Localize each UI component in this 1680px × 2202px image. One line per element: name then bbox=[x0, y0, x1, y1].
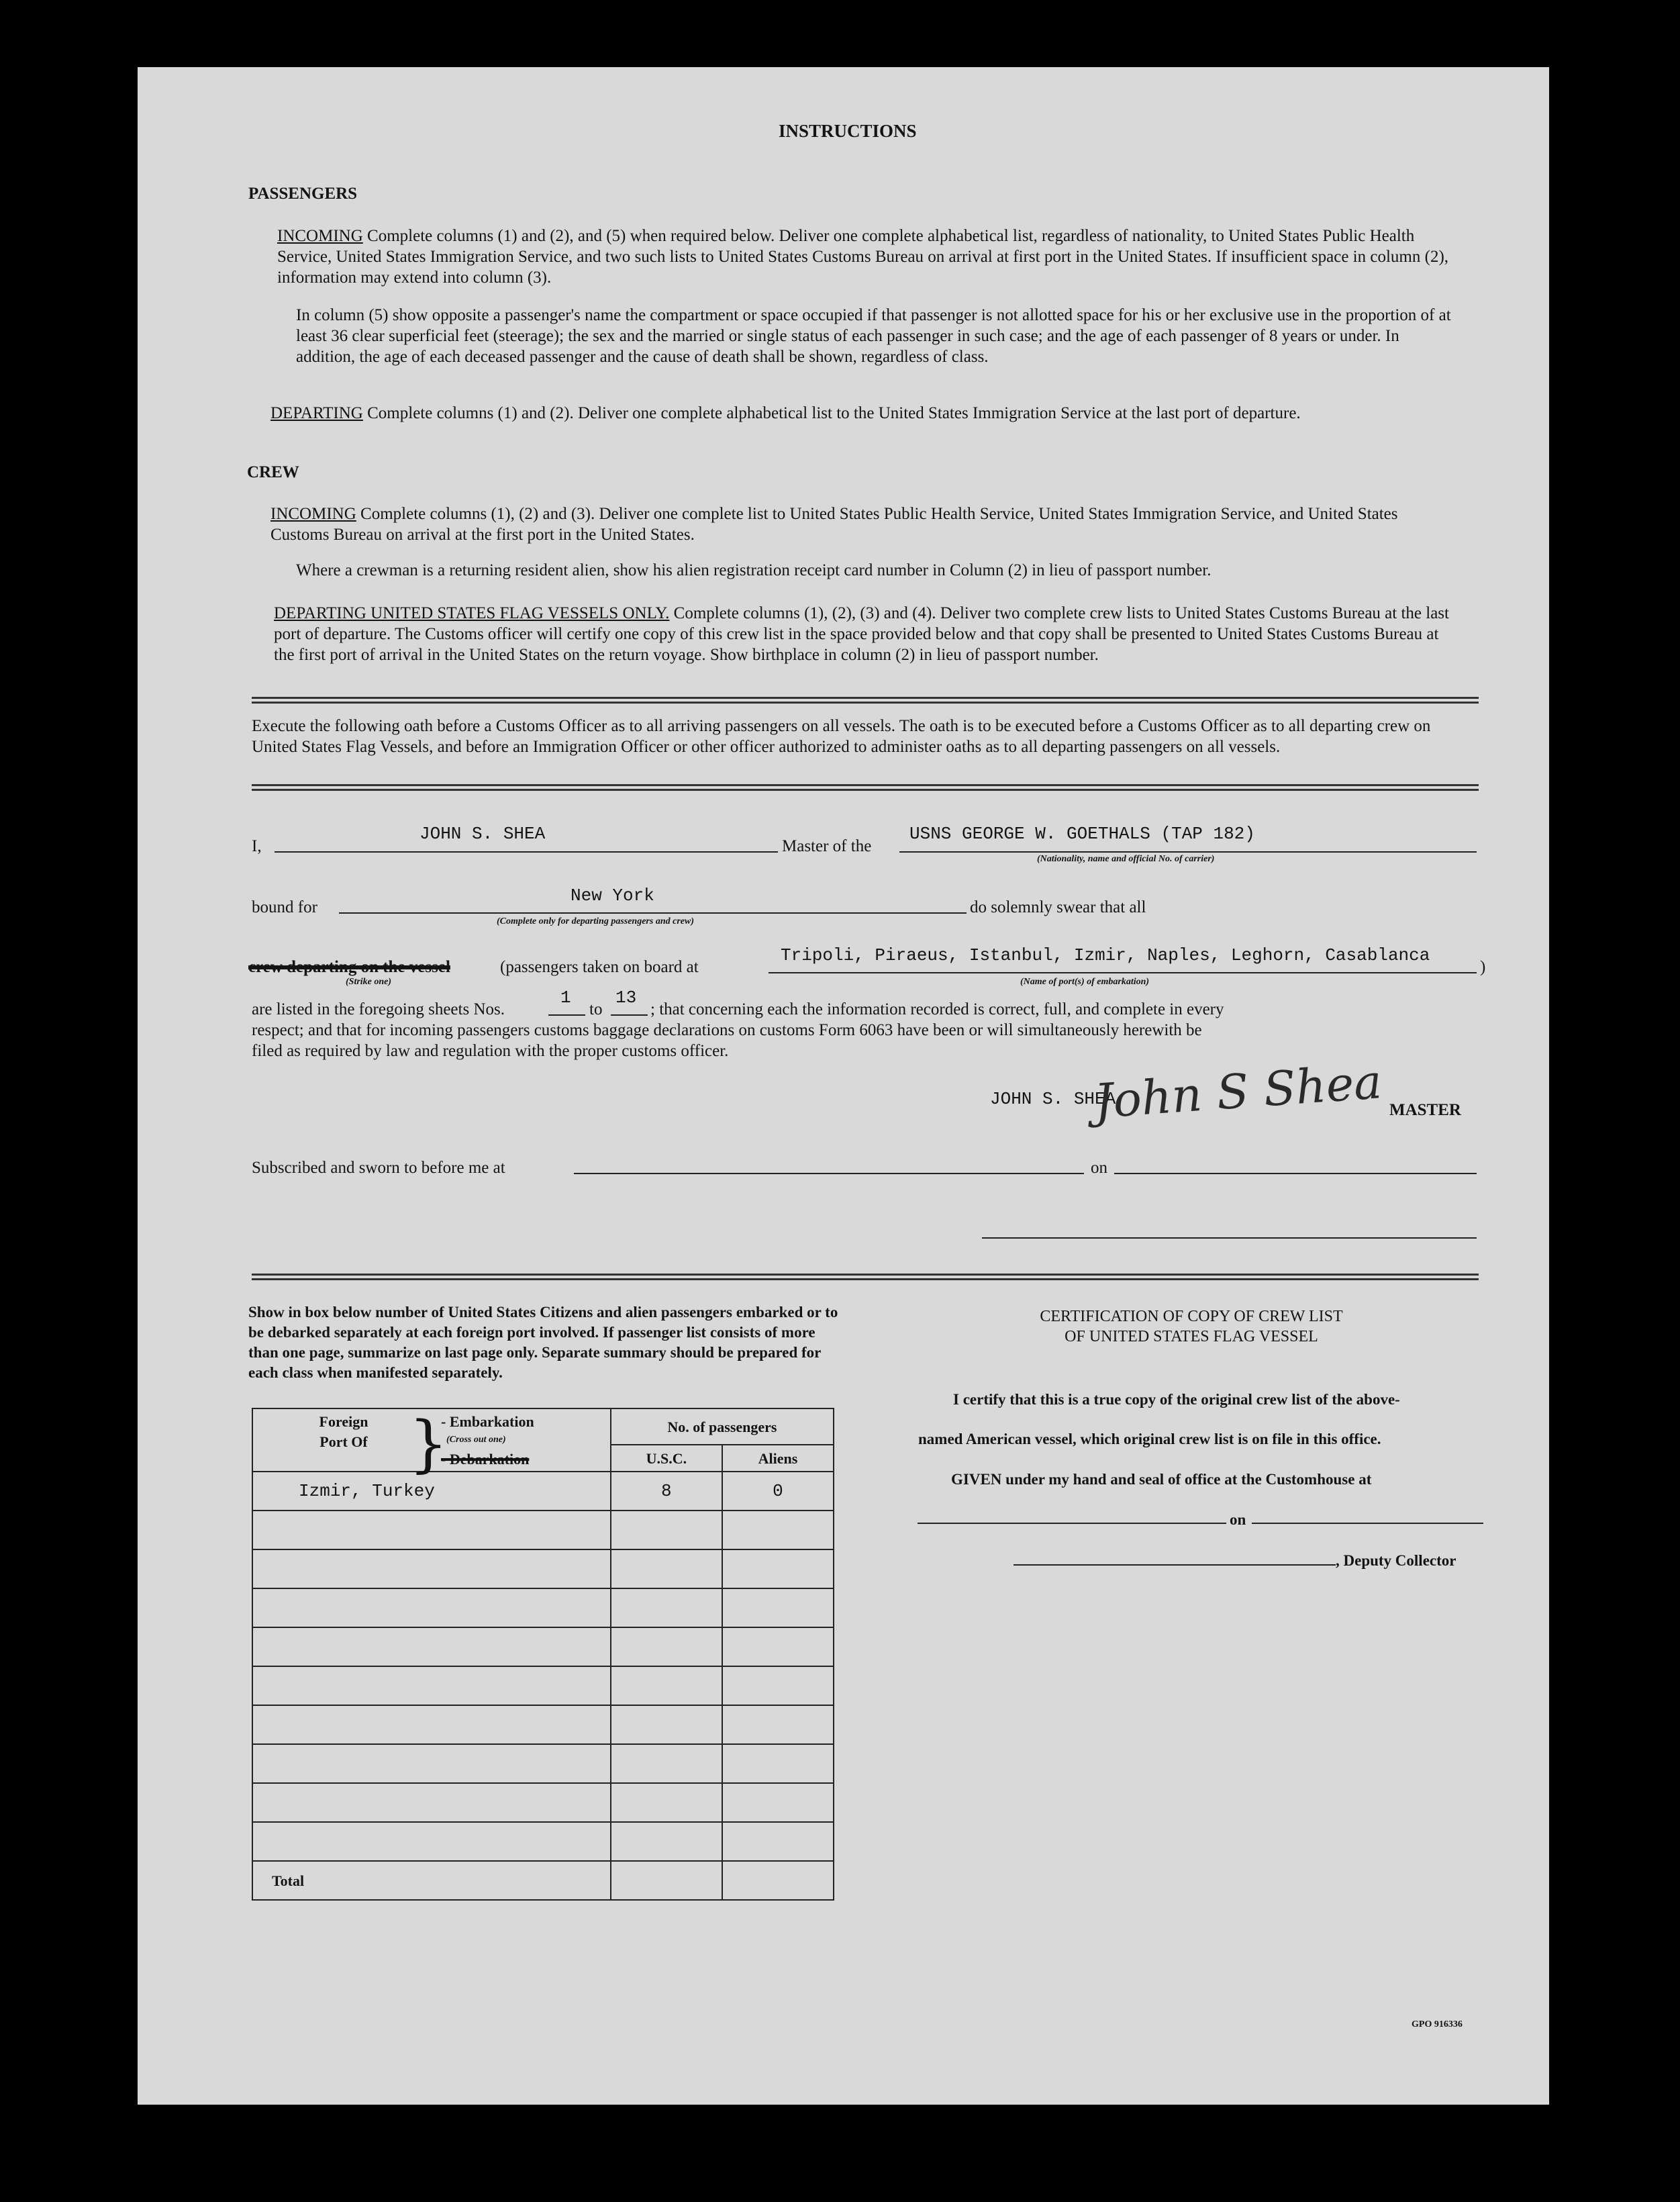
crew-departing-text: Complete columns (1), (2), (3) and (4). Deliver two complete crew lists to United States Customs Bureau at the last port of departure. The Customs officer will certify one copy of this crew list in the space provided below and that copy shall be presented to United States Customs Bureau at the first port of arrival in the United States on the return voyage. Show birthplace in column (2) in lieu of passport number. bbox=[274, 604, 1449, 664]
crew-incoming-paragraph bbox=[270, 504, 1459, 545]
destination-line bbox=[339, 912, 967, 914]
aliens-cell bbox=[722, 1627, 834, 1666]
vessel-value: USNS GEORGE W. GOETHALS (TAP 182) bbox=[909, 824, 1255, 844]
oath-continuation-3: filed as required by law and regulation with the proper customs officer. bbox=[252, 1042, 729, 1060]
port-cell bbox=[252, 1822, 611, 1861]
vessel-line bbox=[899, 851, 1477, 853]
table-row bbox=[252, 1744, 834, 1783]
sheet-from-value: 1 bbox=[560, 988, 571, 1008]
master-name-value: JOHN S. SHEA bbox=[419, 824, 546, 844]
certification-title-1: CERTIFICATION OF COPY OF CREW LIST bbox=[1040, 1308, 1343, 1325]
passengers-taken-label: (passengers taken on board at bbox=[500, 958, 699, 976]
oath-intro: Execute the following oath before a Customs Officer as to all arriving passengers on all vessels. The oath is to be executed before a Customs Officer as to all departing crew on United States Flag Vessels, and before an Immigration Officer or other officer authorized to administer oaths as to all departing passengers on all vessels. bbox=[252, 717, 1431, 756]
port-cell: Izmir, Turkey bbox=[252, 1472, 611, 1511]
usc-cell bbox=[611, 1783, 722, 1822]
usc-cell: 8 bbox=[611, 1472, 722, 1511]
usc-cell bbox=[611, 1744, 722, 1783]
usc-cell bbox=[611, 1627, 722, 1666]
aliens-cell bbox=[722, 1666, 834, 1705]
subscribed-label: Subscribed and sworn to before me at bbox=[252, 1159, 505, 1177]
subscribed-date-line bbox=[1114, 1173, 1477, 1174]
aliens-header: Aliens bbox=[722, 1445, 834, 1472]
subscribed-place-line bbox=[574, 1173, 1084, 1174]
usc-cell bbox=[611, 1549, 722, 1588]
total-row bbox=[252, 1861, 834, 1900]
passengers-incoming-paragraph bbox=[277, 226, 1459, 288]
embark-ports-value: Tripoli, Piraeus, Istanbul, Izmir, Naples, Leghorn, Casablanca bbox=[781, 945, 1430, 965]
port-header-cell bbox=[252, 1408, 611, 1480]
destination-value: New York bbox=[571, 885, 654, 906]
passengers-heading: PASSENGERS bbox=[248, 185, 358, 203]
oath-continuation-1: ; that concerning each the information recorded is correct, full, and complete in every bbox=[650, 1000, 1224, 1018]
embarkation-label: - Embarkation bbox=[441, 1413, 534, 1430]
passengers-incoming-text: Complete columns (1) and (2), and (5) when required below. Deliver one complete alphabetical list, regardless of nationality, to United States Public Health Service, United States Immigration Service, and two such lists to United States Customs Bureau on arrival at first port in the United States. If insufficient space in column (2), information may extend into column (3). bbox=[277, 227, 1449, 287]
table-row bbox=[252, 1783, 834, 1822]
table-row bbox=[252, 1666, 834, 1705]
table-row bbox=[252, 1511, 834, 1549]
usc-total-cell bbox=[611, 1861, 722, 1900]
master-of-label: Master of the bbox=[782, 837, 872, 855]
oath-i-label: I, bbox=[252, 837, 262, 855]
port-cell bbox=[252, 1744, 611, 1783]
subscribed-on-label: on bbox=[1091, 1159, 1107, 1177]
embark-caption: (Name of port(s) of embarkation) bbox=[1020, 977, 1150, 987]
customhouse-line bbox=[918, 1523, 1226, 1524]
passenger-summary-table bbox=[252, 1408, 834, 1901]
usc-header: U.S.C. bbox=[611, 1445, 722, 1472]
sheet-from-line bbox=[548, 1014, 585, 1016]
swear-text: do solemnly swear that all bbox=[970, 898, 1146, 916]
port-cell bbox=[252, 1511, 611, 1549]
certification-title-2: OF UNITED STATES FLAG VESSEL bbox=[1065, 1328, 1318, 1345]
port-cell bbox=[252, 1705, 611, 1744]
strike-caption: (Strike one) bbox=[346, 977, 392, 987]
vessel-caption: (Nationality, name and official No. of carrier) bbox=[1037, 854, 1215, 864]
aliens-cell: 0 bbox=[722, 1472, 834, 1511]
certification-line-1: I certify that this is a true copy of the original crew list of the above- bbox=[953, 1391, 1400, 1408]
certification-date-line bbox=[1252, 1523, 1483, 1524]
master-name-line bbox=[275, 851, 778, 853]
deputy-signature-line bbox=[1014, 1564, 1336, 1566]
form-sheet bbox=[138, 67, 1549, 2105]
embark-line bbox=[769, 972, 1477, 973]
port-cell bbox=[252, 1549, 611, 1588]
table-row bbox=[252, 1705, 834, 1744]
aliens-cell bbox=[722, 1705, 834, 1744]
crew-departing-label: DEPARTING UNITED STATES FLAG VESSELS ONLY. bbox=[274, 604, 670, 622]
crew-resident-paragraph: Where a crewman is a returning resident alien, show his alien registration receipt card number in Column (2) in lieu of passport number. bbox=[296, 561, 1212, 579]
port-cell bbox=[252, 1783, 611, 1822]
signature-name: JOHN S. SHEA bbox=[990, 1089, 1116, 1109]
sheet-to-line bbox=[611, 1014, 648, 1016]
deputy-collector-label: , Deputy Collector bbox=[1336, 1552, 1456, 1569]
cross-out-caption: (Cross out one) bbox=[446, 1435, 506, 1445]
aliens-cell bbox=[722, 1744, 834, 1783]
certification-line-3: GIVEN under my hand and seal of office at the Customhouse at bbox=[951, 1471, 1372, 1488]
handwritten-signature: John S Shea bbox=[1092, 1054, 1384, 1129]
passengers-departing-paragraph bbox=[270, 403, 1459, 424]
to-label: to bbox=[589, 1000, 603, 1018]
usc-cell bbox=[611, 1666, 722, 1705]
listed-label: are listed in the foregoing sheets Nos. bbox=[252, 1000, 505, 1018]
divider bbox=[252, 784, 1479, 791]
struck-crew-text: crew departing on the vessel bbox=[248, 958, 450, 976]
usc-cell bbox=[611, 1822, 722, 1861]
table-row bbox=[252, 1627, 834, 1666]
table-row bbox=[252, 1472, 834, 1511]
aliens-cell bbox=[722, 1822, 834, 1861]
passengers-departing-label: DEPARTING bbox=[270, 404, 363, 422]
passengers-departing-text: Complete columns (1) and (2). Deliver one complete alphabetical list to the United States Immigration Service at the last port of departure. bbox=[367, 404, 1301, 422]
sheet-to-value: 13 bbox=[615, 988, 637, 1008]
master-label: MASTER bbox=[1389, 1101, 1461, 1119]
usc-cell bbox=[611, 1705, 722, 1744]
total-label: Total bbox=[252, 1861, 611, 1900]
certification-on-label: on bbox=[1230, 1511, 1246, 1528]
print-code: GPO 916336 bbox=[1412, 2019, 1463, 2029]
debarkation-label: - Debarkation bbox=[441, 1451, 530, 1468]
usc-cell bbox=[611, 1588, 722, 1627]
instructions-title: INSTRUCTIONS bbox=[779, 121, 917, 141]
divider bbox=[252, 1274, 1479, 1280]
bound-for-label: bound for bbox=[252, 898, 317, 916]
oath-continuation-2: respect; and that for incoming passengers customs baggage declarations on customs Form 6063 have been or will simultaneously herewith be bbox=[252, 1021, 1202, 1039]
officer-signature-line bbox=[982, 1237, 1477, 1239]
table-row bbox=[252, 1588, 834, 1627]
crew-incoming-label: INCOMING bbox=[270, 505, 356, 523]
certification-line-2: named American vessel, which original crew list is on file in this office. bbox=[918, 1431, 1381, 1447]
table-row bbox=[252, 1822, 834, 1861]
divider bbox=[252, 697, 1479, 704]
crew-incoming-text: Complete columns (1), (2) and (3). Deliver one complete list to United States Public Health Service, United States Immigration Service, and United States Customs Bureau on arrival at the first port in the United States. bbox=[270, 505, 1398, 544]
brace-icon: } bbox=[409, 1408, 448, 1480]
passengers-column5-paragraph: In column (5) show opposite a passenger's name the compartment or space occupied if that passenger is not allotted space for his or her exclusive use in the proportion of at least 36 clear superficial feet (steerage); the sex and the married or single status of each passenger in such case; and the age of each passenger of 8 years or under. In addition, the age of each deceased passenger and the cause of death shall be shown, regardless of class. bbox=[296, 306, 1451, 366]
passengers-incoming-label: INCOMING bbox=[277, 227, 363, 245]
port-cell bbox=[252, 1588, 611, 1627]
foreign-port-label: Foreign Port Of bbox=[319, 1413, 368, 1450]
crew-heading: CREW bbox=[247, 463, 299, 481]
port-cell bbox=[252, 1666, 611, 1705]
crew-departing-paragraph bbox=[274, 603, 1459, 665]
table-row bbox=[252, 1549, 834, 1588]
usc-cell bbox=[611, 1511, 722, 1549]
aliens-cell bbox=[722, 1783, 834, 1822]
aliens-cell bbox=[722, 1511, 834, 1549]
summary-instructions: Show in box below number of United States Citizens and alien passengers embarked or to be debarked separately at each foreign port involved. If passenger list consists of more than one page, summarize on last page only. Separate summary should be prepared for each class when manifested separately. bbox=[248, 1304, 838, 1381]
aliens-total-cell bbox=[722, 1861, 834, 1900]
port-cell bbox=[252, 1627, 611, 1666]
destination-caption: (Complete only for departing passengers and crew) bbox=[497, 916, 694, 926]
aliens-cell bbox=[722, 1588, 834, 1627]
embark-close-paren: ) bbox=[1480, 958, 1486, 976]
passengers-count-header: No. of passengers bbox=[611, 1408, 834, 1445]
aliens-cell bbox=[722, 1549, 834, 1588]
